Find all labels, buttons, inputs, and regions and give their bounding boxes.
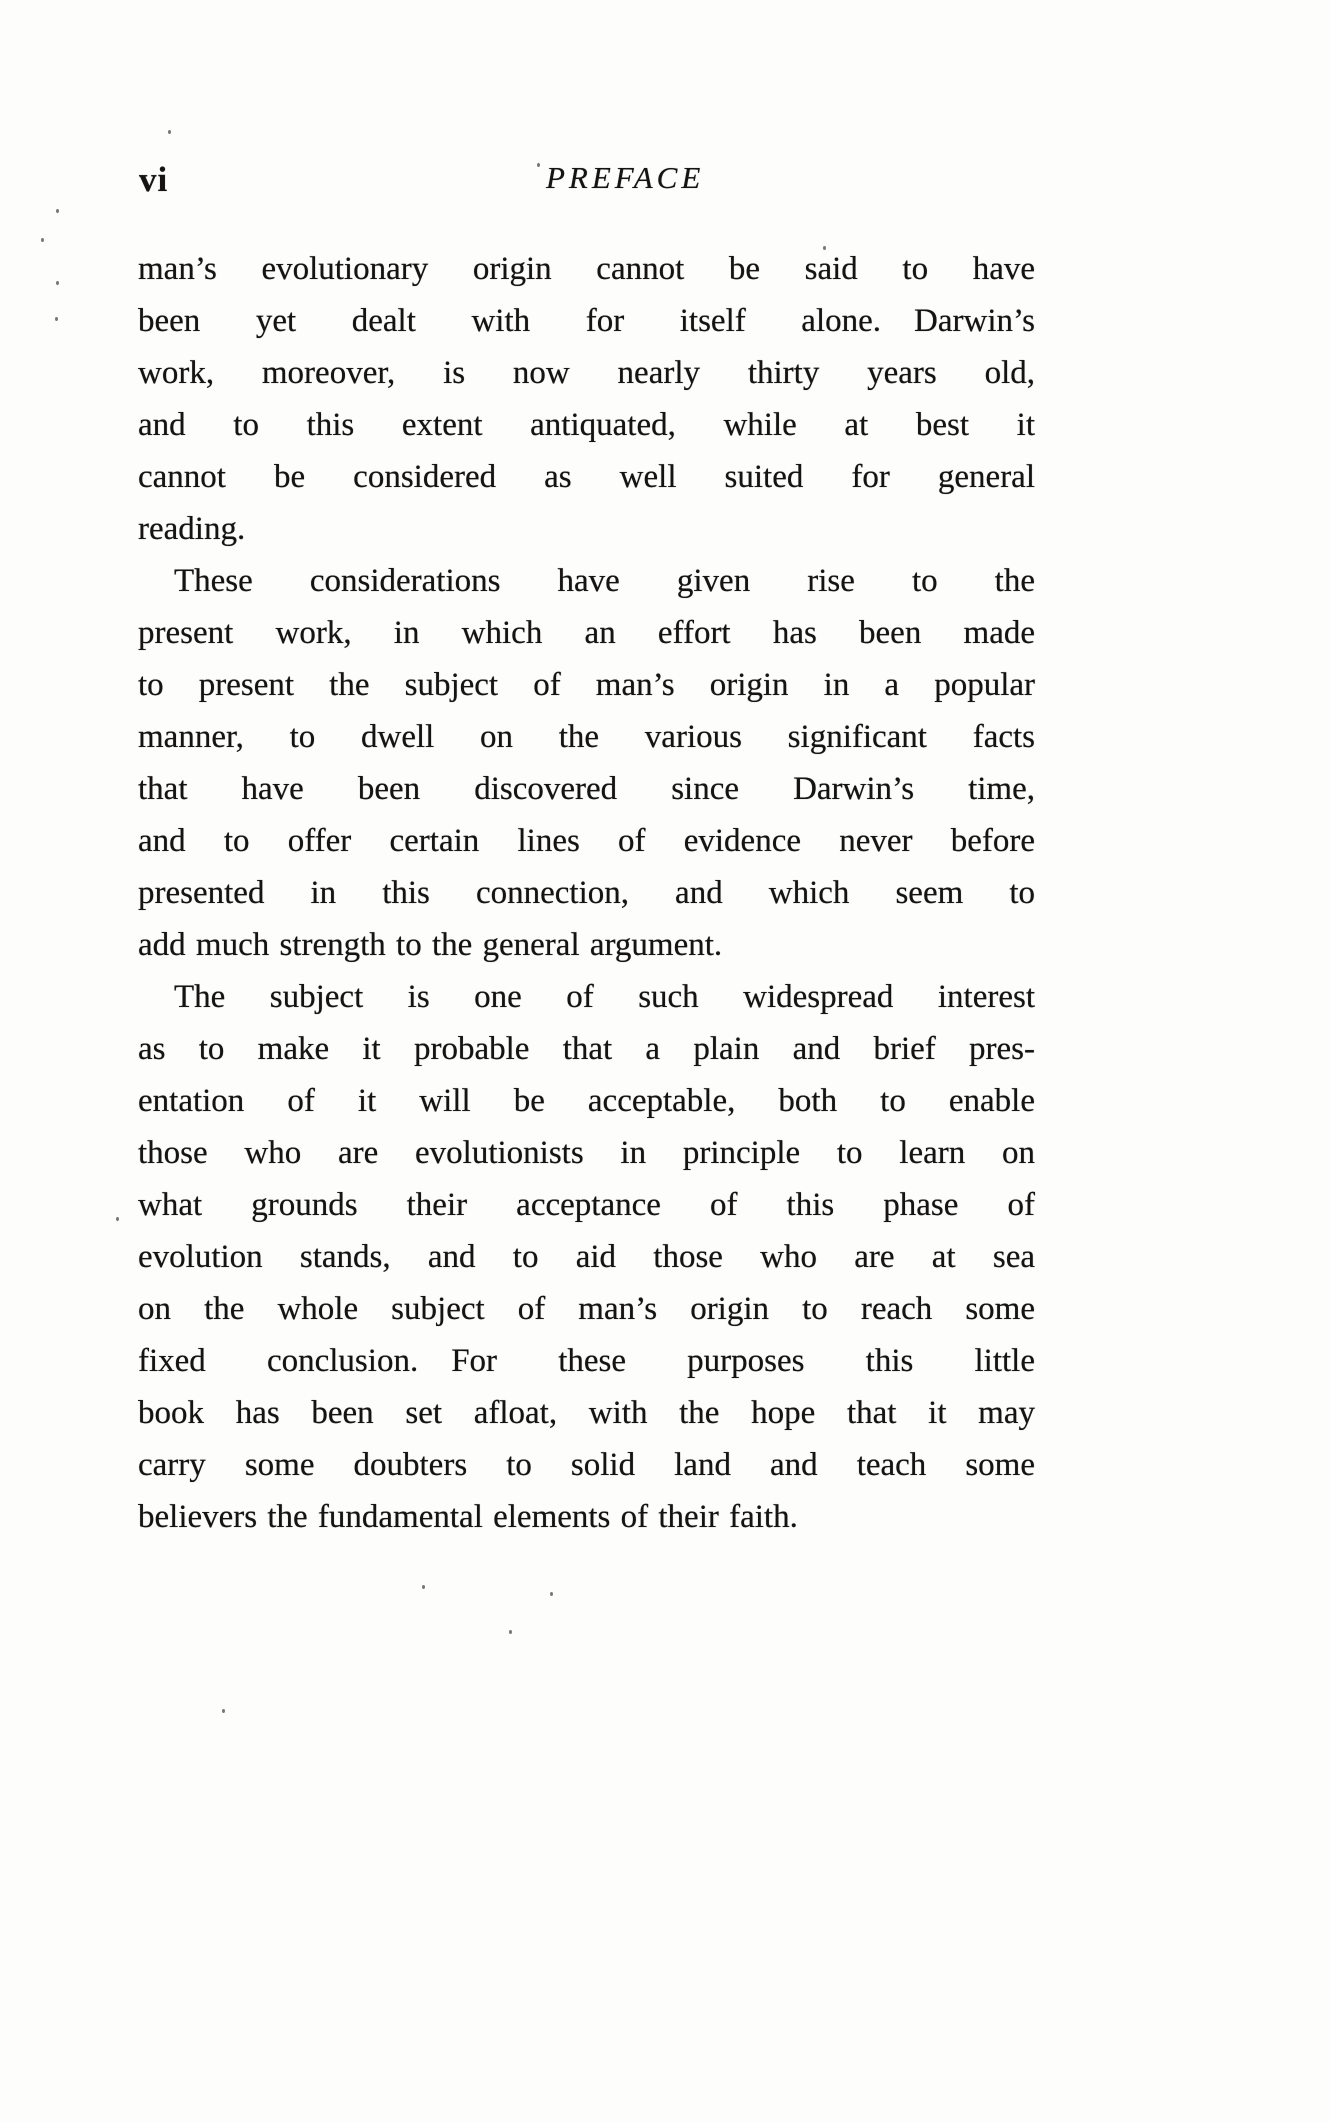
text-line: and to offer certain lines of evidence never before (138, 823, 1035, 859)
scan-speck (823, 246, 826, 250)
text-line: manner, to dwell on the various significant facts (138, 719, 1035, 755)
scan-speck (168, 130, 171, 134)
text-line: work, moreover, is now nearly thirty years old, (138, 355, 1035, 391)
scan-speck (422, 1585, 425, 1589)
text-line: book has been set afloat, with the hope that it may (138, 1395, 1035, 1431)
scan-speck (550, 1592, 553, 1596)
text-line: fixed conclusion. For these purposes this little (138, 1343, 1035, 1379)
text-line: carry some doubters to solid land and teach some (138, 1447, 1035, 1483)
text-line: present work, in which an effort has been made (138, 615, 1035, 651)
text-line: to present the subject of man’s origin in a popular (138, 667, 1035, 703)
text-line: evolution stands, and to aid those who are at sea (138, 1239, 1035, 1275)
scan-speck (55, 317, 58, 321)
text-line: The subject is one of such widespread interest (174, 979, 1035, 1015)
scan-speck (509, 1630, 512, 1634)
text-line: believers the fundamental elements of their faith. (138, 1499, 798, 1535)
text-line: entation of it will be acceptable, both to enable (138, 1083, 1035, 1119)
text-line: reading. (138, 511, 246, 547)
scan-speck (116, 1217, 119, 1221)
text-line: and to this extent antiquated, while at best it (138, 407, 1035, 443)
scan-speck (56, 281, 59, 285)
text-line: These considerations have given rise to the (174, 563, 1035, 599)
page-number: vi (139, 160, 169, 199)
text-line: man’s evolutionary origin cannot be said to have (138, 251, 1035, 287)
text-line: cannot be considered as well suited for general (138, 459, 1035, 495)
scan-speck (41, 238, 44, 242)
text-line: been yet dealt with for itself alone. Darwin’s (138, 303, 1035, 339)
text-line: as to make it probable that a plain and brief pres- (138, 1031, 1035, 1067)
text-line: those who are evolutionists in principle to learn on (138, 1135, 1035, 1171)
text-line: what grounds their acceptance of this phase of (138, 1187, 1035, 1223)
scan-speck (56, 209, 59, 213)
preface-body-text (138, 243, 1035, 1543)
text-line: on the whole subject of man’s origin to reach some (138, 1291, 1035, 1327)
text-line: that have been discovered since Darwin’s time, (138, 771, 1035, 807)
text-line: add much strength to the general argument. (138, 927, 723, 963)
text-line: presented in this connection, and which seem to (138, 875, 1035, 911)
running-header: PREFACE (546, 160, 705, 195)
scan-speck (537, 163, 540, 167)
scan-speck (222, 1709, 225, 1713)
